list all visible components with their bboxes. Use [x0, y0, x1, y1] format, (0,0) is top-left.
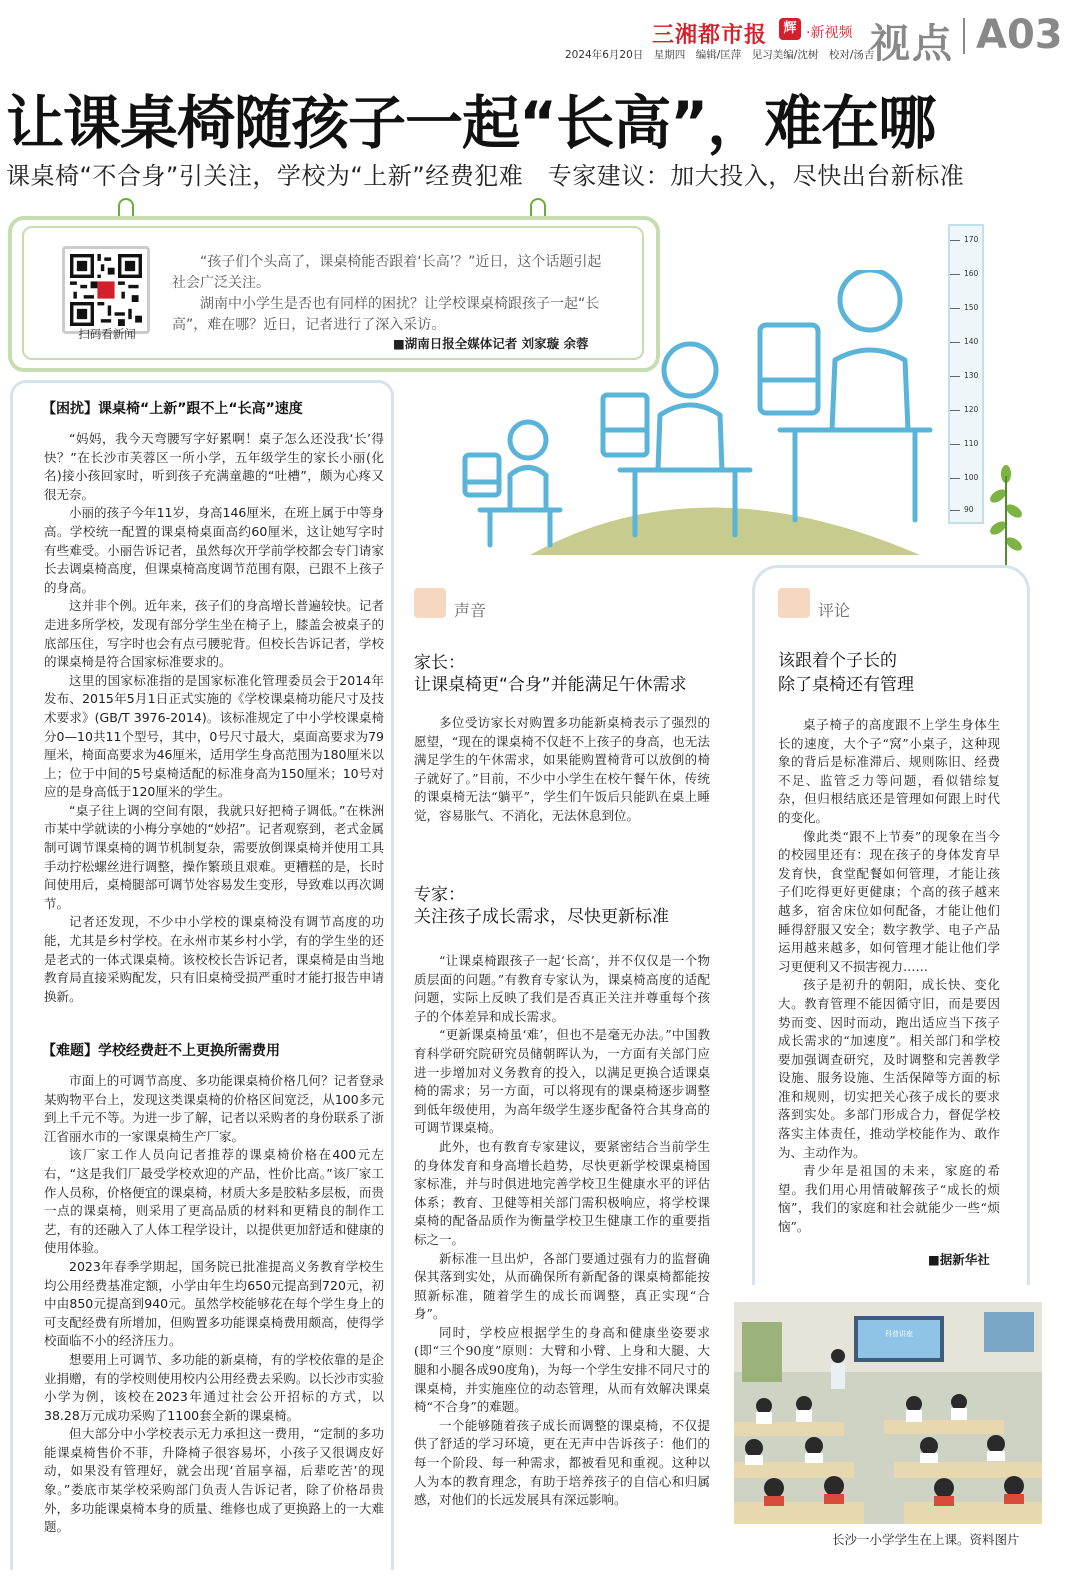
ruler-tick: [950, 240, 960, 241]
section-label-commentary: 评论: [818, 601, 851, 620]
byline: ■湖南日报全媒体记者 刘家璇 余蓉: [393, 336, 589, 351]
heading-expert: 关注孩子成长需求，尽快更新标准: [414, 907, 669, 927]
commentary-credit: ■据新华社: [928, 1252, 990, 1267]
subheading-trouble: 【困扰】课桌椅“上新”跟不上“长高”速度: [42, 401, 303, 417]
commentary-title-line1: 该跟着个子长的: [778, 651, 897, 671]
dateline: 2024年6月20日 星期四 编辑/匡萍 见习美编/沈树 校对/汤吉: [565, 49, 875, 61]
paragraph: 市面上的可调节高度、多功能课桌椅价格几何？记者登录某购物平台上，发现这类课桌椅的价格区间宽泛，从100多元到上千元不等。为进一步了解，记者以采购者的身份联系了浙江省丽水市的一家课桌椅生产厂家。: [44, 1073, 384, 1144]
ruler-label: 110: [964, 439, 979, 448]
paragraph: “让课桌椅跟孩子一起‘长高’，并不仅仅是一个物质层面的问题。”有教育专家认为，课桌椅高度的适配问题，实际上反映了我们是否真正关注并尊重每个孩子的个体差异和成长需求。: [414, 953, 710, 1024]
classroom-photo: [734, 1302, 1042, 1524]
paragraph: 青少年是祖国的未来，家庭的希望。我们用心用情破解孩子“成长的烦恼”，我们的家庭和社会就能少一些“烦恼”。: [778, 1163, 1000, 1235]
section-marker-icon: [778, 588, 810, 618]
ruler-tick: [950, 410, 960, 411]
height-ruler: [948, 224, 984, 524]
heading-expert-role: 专家：: [414, 885, 465, 905]
paragraph: 一个能够随着孩子成长而调整的课桌椅，不仅提供了舒适的学习环境，更在无声中告诉孩子：他们的每一个阶段、每一种需求，都被看见和重视。这种以人为本的教育理念，有助于培养孩子的自信心和归属感，对他们的长远发展具有深远影响。: [414, 1417, 710, 1508]
subheading-difficulty: 【难题】学校经费赶不上更换所需费用: [42, 1043, 280, 1059]
qr-code-icon[interactable]: [70, 254, 142, 326]
ruler-tick: [950, 444, 960, 445]
paragraph: 这并非个例。近年来，孩子们的身高增长普遍较快。记者走进多所学校，发现有部分学生坐在椅子上，膝盖会被桌子的底部压住，写字时也会有点弓腰驼背。但校长告诉记者，学校的课桌椅是符合国家标准要求的。: [44, 598, 384, 670]
heading-parents-role: 家长：: [414, 653, 465, 673]
heading-parents: 让课桌椅更“合身”并能满足午休需求: [414, 675, 687, 695]
ruler-label: 90: [964, 505, 974, 514]
paragraph: 像此类“跟不上节奏”的现象在当今的校园里还有：现在孩子的身体发育早发育快，食堂配餐如何管理，才能让孩子们吃得更好更健康；个高的孩子越来越多，宿舍床位如何配备，才能让他们睡得舒服又安全；数字教学、电子产品运用越来越多，如何管理才能让他们学习更便利又不损害视力……: [778, 828, 1000, 974]
paragraph: 2023年春季学期起，国务院已批准提高义务教育学校生均公用经费基准定额，小学由年生均650元提高到720元，初中由850元提高到940元。虽然学校能够花在每个学生身上的可支配经费有所增加，但购置多功能课桌椅费用颇高，使得学校面临不小的经济压力。: [44, 1258, 384, 1349]
children-growth-illustration: [450, 270, 950, 560]
ruler-label: 100: [964, 473, 979, 482]
section-label-voices: 声音: [454, 601, 487, 620]
section-name: 视点: [870, 21, 954, 67]
brand-video-label: ·新视频: [806, 25, 853, 41]
qr-label: 扫码看新闻: [78, 327, 136, 341]
ruler-tick: [950, 274, 960, 275]
brand-name: 三湘都市报: [652, 23, 768, 48]
intro-paragraph: 湖南中小学生是否也有同样的困扰？让学校课桌椅跟孩子一起“长高”，难在哪？近日，记者进行了深入采访。: [172, 296, 600, 333]
paragraph: 该厂家工作人员向记者推荐的课桌椅价格在400元左右，“这是我们厂最受学校欢迎的产品，性价比高。”该厂家工作人员称，价格便宜的课桌椅，材质大多是胶粘多层板，而贵一点的课桌椅，则采用了更高品质的材料和更精良的制作工艺，有的还融入了人体工程学设计，以提供更加舒适和健康的使用体验。: [44, 1147, 384, 1256]
ruler-tick: [950, 510, 960, 511]
paragraph: 想要用上可调节、多功能的新桌椅，有的学校依靠的是企业捐赠，有的学校则使用校内公用经费去采购。以长沙市实验小学为例，该校在2023年通过社会公开招标的方式，以38.28万元成功采购了1100套全新的课桌椅。: [44, 1351, 384, 1423]
paragraph: 同时，学校应根据学生的身高和健康坐姿要求(即“三个90度”原则：大臂和小臂、上身和大腿、大腿和小腿各成90度角)，为每一个学生安排不同尺寸的课桌椅，并实施座位的动态管理，从而有效解决课桌椅“不合身”的难题。: [414, 1324, 710, 1415]
paragraph: 孩子是初升的朝阳，成长快、变化大。教育管理不能因循守旧，而是要因势而变、因时而动，跑出适应当下孩子成长需求的“加速度”。相关部门和学校要加强调查研究，及时调整和完善教学设施、服务设施、生活保障等方面的标准和规则，切实把关心孩子成长的要求落到实处。多部门形成合力，督促学校落实主体责任，推动学校能作为、敢作为、主动作为。: [778, 977, 1000, 1160]
photo-caption: 长沙一小学学生在上课。资料图片: [832, 1532, 1020, 1547]
masthead-divider: [963, 18, 965, 54]
subheadline: 课桌椅“不合身”引关注，学校为“上新”经费犯难 专家建议：加大投入，尽快出台新标准: [6, 162, 965, 190]
leaf-plant-icon: [984, 456, 1028, 566]
ruler-label: 160: [964, 269, 979, 278]
article-section-difficulty: [44, 1072, 384, 1537]
ruler-label: 170: [964, 235, 979, 244]
screen-title: 科普讲座: [885, 1330, 913, 1338]
ruler-tick: [950, 342, 960, 343]
paragraph: 此外，也有教育专家建议，要紧密结合当前学生的身体发育和身高增长趋势，尽快更新学校课桌椅国家标准，并与时俱进地完善学校卫生健康水平的评估体系；教育、卫健等相关部门需积极响应，将学校课桌椅的配备品质作为衡量学校卫生健康工作的重要指标之一。: [414, 1138, 710, 1247]
classroom-scene-image: [734, 1302, 1042, 1524]
article-section-expert: [414, 952, 710, 1510]
paragraph: “桌子往上调的空间有限，我就只好把椅子调低。”在株洲市某中学就读的小梅分享她的“妙招”。记者观察到，老式金属制可调节课桌椅的调节机制复杂，需要放倒课桌椅并使用工具手动拧松螺丝进行调整，操作繁琐且艰难。更糟糕的是，长时间使用后，桌椅腿部可调节处容易发生变形，导致难以再次调节。: [44, 802, 384, 911]
paragraph: 多位受访家长对购置多功能新桌椅表示了强烈的愿望，“现在的课桌椅不仅赶不上孩子的身高，也无法满足学生的午休需求，如果能购置椅背可以放倒的椅子就好了。”目前，不少中小学生在校午餐午休，传统的课桌椅无法“躺平”，学生们午饭后只能趴在桌上睡觉，容易胀气、不消化，无法休息到位。: [414, 715, 710, 823]
commentary-body: [778, 716, 1000, 1237]
intro-paragraph: “孩子们个头高了，课桌椅能否跟着‘长高’？”近日，这个话题引起社会广泛关注。: [172, 254, 602, 291]
hill-shape: [530, 508, 920, 556]
masthead: [0, 0, 1080, 70]
paragraph: “妈妈，我今天弯腰写字好累啊！桌子怎么还没我‘长’得快？”在长沙市芙蓉区一所小学，五年级学生的家长小丽(化名)接小孩回家时，听到孩子充满童趣的“吐槽”，颇为心疼又很无奈。: [44, 431, 384, 502]
ruler-label: 130: [964, 371, 979, 380]
paragraph: 记者还发现，不少中小学校的课桌椅没有调节高度的功能，尤其是乡村学校。在永州市某乡村小学，有的学生坐的还是老式的一体式课桌椅。该校校长告诉记者，课桌椅是由当地教育局直接采购配发，只有旧桌椅受损严重时才能打报告申请换新。: [44, 914, 384, 1004]
article-section-trouble: [44, 430, 384, 1006]
section-marker-icon: [414, 588, 446, 618]
commentary-title-line2: 除了桌椅还有管理: [778, 675, 914, 695]
paragraph: “更新课桌椅虽‘难’，但也不是毫无办法。”中国教育科学研究院研究员储朝晖认为，一方面有关部门应进一步增加对义务教育的投入，以满足更换合适课桌椅的需求；另一方面，可以将现有的课桌椅逐步调整到低年级使用，为高年级学生逐步配备符合其身高的可调节课桌椅。: [414, 1027, 710, 1136]
paragraph: 小丽的孩子今年11岁，身高146厘米，在班上属于中等身高。学校统一配置的课桌椅桌面高约60厘米，这让她写字时有些难受。小丽告诉记者，虽然每次开学前学校都会专门请家长去调桌椅高度，但课桌椅高度调节范围有限，已跟不上孩子的身高。: [44, 505, 384, 595]
paragraph: 新标准一旦出炉，各部门要通过强有力的监督确保其落到实处，从而确保所有新配备的课桌椅都能按照新标准，随着学生的成长而调整，真正实现“合身”。: [414, 1250, 710, 1322]
page-number: A03: [976, 12, 1063, 58]
ruler-label: 120: [964, 405, 979, 414]
paragraph: 但大部分中小学校表示无力承担这一费用，“定制的多功能课桌椅售价不菲，升降椅子很容易坏，小孩子又很调皮好动，如果没有管理好，就会出现‘首届享福，后辈吃苦’的现象。”娄底市某学校采购部门负责人告诉记者，除了价格昂贵外，多功能课桌椅本身的质量、维修也成了更换路上的一大难题。: [44, 1426, 384, 1535]
ruler-label: 150: [964, 303, 979, 312]
ruler-tick: [950, 478, 960, 479]
paragraph: 桌子椅子的高度跟不上学生身体生长的速度，大个子“窝”小桌子，这种现象的背后是标准滞后、规则陈旧、经费不足、监管乏力等问题，看似错综复杂，但归根结底还是管理如何跟上时代的变化。: [778, 717, 1000, 825]
ruler-label: 140: [964, 337, 979, 346]
headline: 让课桌椅随孩子一起“长高”，难在哪: [6, 89, 936, 157]
ruler-tick: [950, 308, 960, 309]
brand-logo-icon: 辉: [779, 18, 801, 40]
ruler-tick: [950, 376, 960, 377]
paragraph: 这里的国家标准指的是国家标准化管理委员会于2014年发布、2015年5月1日正式实施的《学校课桌椅功能尺寸及技术要求》(GB/T 3976-2014)。该标准规定了中小学校课桌椅分0—10共11个型号，其中，0号尺寸最大，桌面高要求为79厘米，椅面高要求为46厘米，适用学生身高范围为180厘米以上；位于中间的5号桌椅适配的标准身高为150厘米；10号对应的是身高低于120厘米的学生。: [44, 672, 384, 800]
